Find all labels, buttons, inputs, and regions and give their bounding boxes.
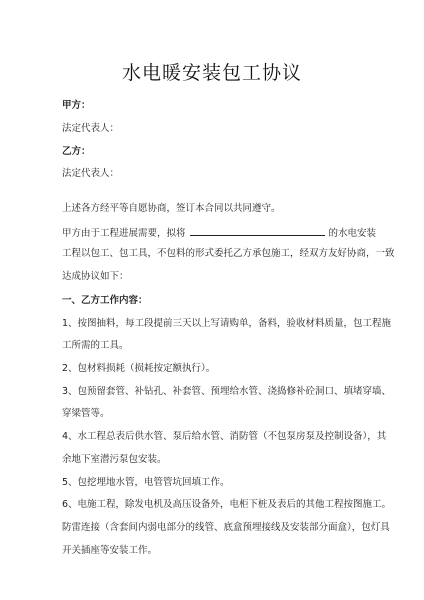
party-b-label: 乙方： bbox=[62, 146, 91, 157]
party-a-representative: 法定代表人： bbox=[62, 123, 120, 134]
clause-1-line-3: 达成协议如下： bbox=[62, 271, 129, 282]
party-a-label: 甲方： bbox=[62, 100, 91, 111]
item-6-line-3: 开关插座等安装工作。 bbox=[62, 545, 158, 556]
item-6-line-2: 防雷连接（含套间内弱电部分的线管、底盒预埋接线及安装部分面盒），包灯具 bbox=[62, 522, 390, 533]
clause-1-text-end: 的水电安装 bbox=[328, 228, 377, 239]
item-1-line-1: 1、按图抽料，每工段提前三天以上写请购单，备料，验收材料质量，包工程施 bbox=[62, 318, 392, 329]
item-2: 2、包材料损耗（损耗按定额执行）。 bbox=[62, 363, 216, 374]
item-4-line-2: 余地下室潜污泵包安装。 bbox=[62, 454, 167, 465]
item-6-line-1: 6、电施工程，除发电机及高压设备外，电柜下桩及表后的其他工程按图施工。 bbox=[62, 499, 392, 510]
item-4-line-1: 4、水工程总表后供水管、泵后给水管、消防管（不包泵房泵及控制设备），其 bbox=[62, 431, 387, 442]
document-title: 水电暖安装包工协议 bbox=[121, 62, 302, 84]
clause-1-line-1 bbox=[62, 226, 377, 240]
item-3-line-2: 穿梁管等。 bbox=[62, 408, 110, 419]
intro-paragraph: 上述各方经平等自愿协商，签订本合同以共同遵守。 bbox=[62, 203, 281, 214]
section-1-heading: 一、乙方工作内容： bbox=[62, 295, 148, 306]
item-1-line-2: 工所需的工具。 bbox=[62, 340, 129, 351]
item-5: 5、包挖埋地水管，电管管坑回填工作。 bbox=[62, 477, 230, 488]
project-name-blank bbox=[190, 226, 325, 236]
party-b-representative: 法定代表人： bbox=[62, 168, 120, 179]
item-3-line-1: 3、包预留套管、补钻孔、补套管、预埋给水管、浇捣修补砼洞口、填堵穿墙、 bbox=[62, 386, 392, 397]
clause-1-text-start: 甲方由于工程进展需要，拟将 bbox=[62, 228, 186, 239]
clause-1-line-2: 工程以包工、包工具，不包料的形式委托乙方承包施工，经双方友好协商，一致 bbox=[62, 248, 395, 259]
